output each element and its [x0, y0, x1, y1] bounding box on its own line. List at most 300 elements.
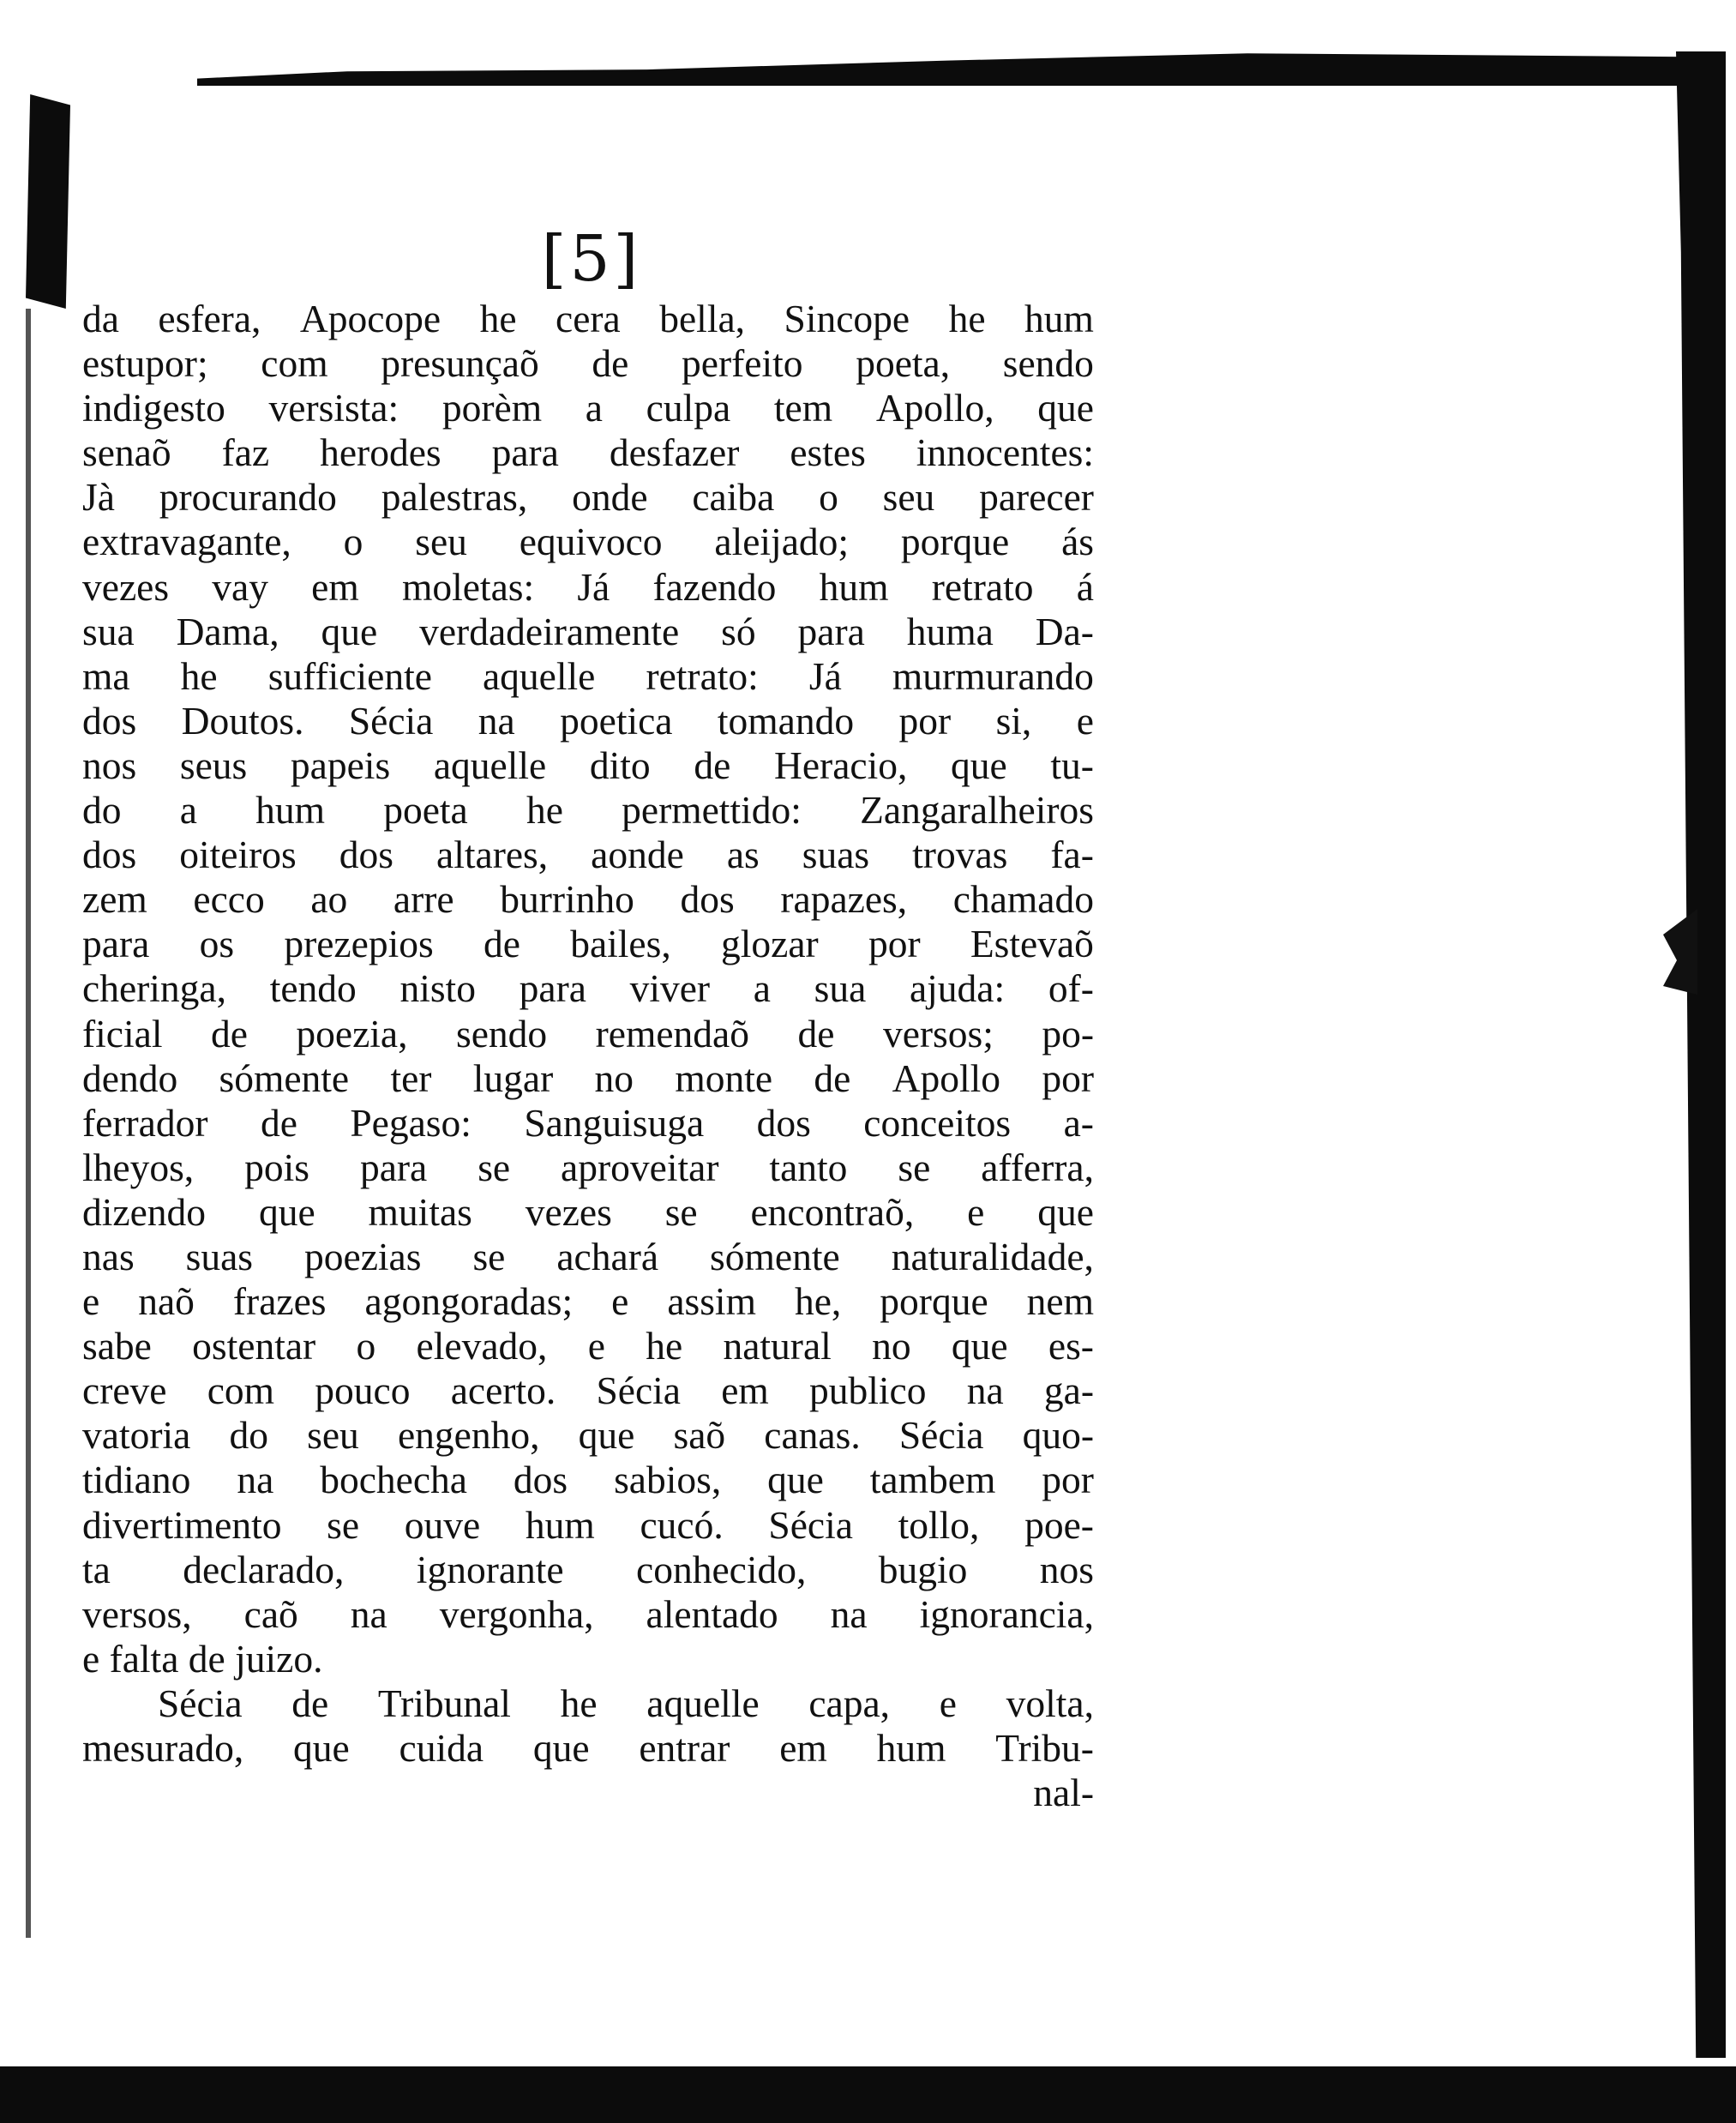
text-line [82, 743, 1094, 788]
word: suas [185, 1234, 254, 1278]
word: que [321, 609, 378, 653]
word: por [1042, 1055, 1094, 1100]
word: de [694, 743, 731, 787]
word: dos [513, 1458, 568, 1502]
word: ferrador [82, 1100, 208, 1145]
text-line [82, 654, 1094, 699]
text-line [82, 1413, 1094, 1458]
word: Sécia [768, 1502, 853, 1547]
word: o [819, 475, 838, 520]
word: em [779, 1726, 827, 1770]
word: hum [876, 1726, 946, 1770]
word: conceitos [863, 1100, 1012, 1145]
word: cuida [399, 1726, 484, 1770]
word: poeta, [856, 341, 951, 386]
word: seu [882, 475, 935, 520]
text-line [82, 297, 1094, 341]
word: he [948, 297, 986, 340]
word: innocentes: [916, 430, 1094, 475]
text-line [82, 922, 1094, 966]
word: tidiano [82, 1458, 191, 1502]
word: tu- [1050, 743, 1094, 787]
scan-border-bottom [0, 2066, 1736, 2123]
word: na [478, 698, 515, 743]
word: tem [773, 386, 833, 430]
word: tanto [769, 1145, 848, 1189]
word: ecco [193, 877, 265, 922]
text-line [82, 341, 1094, 386]
word: sua [82, 609, 135, 653]
word: Já [577, 564, 610, 609]
word: bella, [659, 297, 746, 340]
word: dos [339, 833, 393, 877]
word: verdadeiramente [419, 609, 680, 653]
word: sómente [710, 1234, 840, 1278]
text-line [82, 1458, 1094, 1502]
word: só [721, 609, 756, 653]
word: hum [819, 564, 889, 609]
text-line [82, 966, 1094, 1011]
word: Apollo [892, 1055, 1001, 1100]
word: vezes [82, 564, 170, 609]
word: a [179, 788, 197, 833]
word: nos [82, 743, 137, 787]
word: senaõ [82, 430, 171, 475]
word: Apollo, [875, 386, 994, 430]
word: creve [82, 1368, 167, 1413]
word: aonde [591, 833, 684, 877]
word: ta [82, 1547, 111, 1591]
word: presunçaõ [381, 341, 539, 386]
word: alentado [646, 1591, 778, 1636]
word: naõ [138, 1279, 195, 1324]
page-body-text [82, 297, 1094, 1815]
text-line [82, 1726, 1094, 1771]
word: a [753, 966, 771, 1011]
word: remendaõ [595, 1011, 750, 1055]
word: estupor; [82, 341, 208, 386]
word: para [359, 1145, 428, 1189]
catchword: nal- [1033, 1771, 1094, 1815]
text-line [82, 1190, 1094, 1235]
word: monte [675, 1055, 773, 1100]
text-line [82, 1012, 1094, 1056]
word: poezias [304, 1234, 422, 1278]
word: pouco [315, 1368, 411, 1413]
word: que [1037, 386, 1094, 430]
word: zem [82, 877, 147, 922]
word: cucó. [640, 1502, 724, 1547]
word: ficial [82, 1011, 163, 1055]
word: ga- [1043, 1368, 1094, 1413]
word: por [1042, 1458, 1094, 1502]
word: que [578, 1413, 635, 1458]
word: assim [667, 1279, 756, 1324]
text-line [82, 1548, 1094, 1592]
word: conhecido, [636, 1547, 807, 1591]
word: Sécia [596, 1368, 681, 1413]
text-line [82, 788, 1094, 833]
word: para [797, 609, 865, 653]
word: dos [82, 698, 137, 743]
word: por [868, 922, 921, 966]
word: ignorancia, [919, 1591, 1094, 1636]
word: por [898, 698, 952, 743]
word: Estevaõ [970, 922, 1094, 966]
word: he, [794, 1279, 842, 1324]
word: prezepios [284, 922, 434, 966]
word: Tribu- [995, 1726, 1094, 1770]
word: papeis [290, 743, 391, 787]
word: que [1037, 1189, 1094, 1234]
word: of- [1048, 966, 1094, 1011]
word: para [82, 922, 150, 966]
word: o [356, 1324, 376, 1368]
text-line [82, 877, 1094, 922]
text-line [82, 565, 1094, 610]
word: suas [802, 833, 870, 877]
word: as [726, 833, 760, 877]
word: tomando [717, 698, 855, 743]
word: para [491, 430, 559, 475]
word: e [611, 1279, 629, 1324]
word: culpa [646, 386, 731, 430]
word: que [951, 1324, 1008, 1368]
word: sabe [82, 1324, 152, 1368]
text-line [82, 386, 1094, 430]
word: na [966, 1368, 1004, 1413]
word: po- [1042, 1011, 1094, 1055]
word: no [872, 1324, 911, 1368]
text-line [82, 1503, 1094, 1548]
word: naturalidade, [891, 1234, 1094, 1278]
word: nas [82, 1234, 135, 1278]
word: sendo [1002, 341, 1094, 386]
text-line [82, 610, 1094, 654]
word: na [237, 1458, 274, 1502]
word: e [587, 1324, 605, 1368]
word: tambem [869, 1458, 996, 1502]
word: Jà [82, 475, 115, 520]
word: ouve [404, 1502, 481, 1547]
word: sómente [219, 1055, 350, 1100]
word: os [199, 922, 235, 966]
word: seu [415, 520, 467, 564]
word: pois [244, 1145, 309, 1189]
text-line [82, 520, 1094, 564]
word: tollo, [898, 1502, 980, 1547]
word: em [311, 564, 359, 609]
scan-border-top [197, 50, 1697, 86]
word: fazendo [652, 564, 777, 609]
word: e [82, 1279, 100, 1324]
word: lheyos, [82, 1145, 195, 1189]
word: aproveitar [561, 1145, 719, 1189]
word: muitas [368, 1189, 472, 1234]
word: e [967, 1189, 985, 1234]
text-line [82, 1101, 1094, 1146]
word: sendo [455, 1011, 548, 1055]
word: Sanguisuga [524, 1100, 705, 1145]
word: encontraõ, [750, 1189, 915, 1234]
word: he [560, 1681, 598, 1725]
word: chamado [952, 877, 1094, 922]
word: capa, [808, 1681, 891, 1725]
word: herodes [320, 430, 442, 475]
text-line [82, 1324, 1094, 1368]
word: caiba [692, 475, 775, 520]
word: vergonha, [439, 1591, 594, 1636]
word: em [721, 1368, 769, 1413]
word: Já [808, 653, 842, 698]
text-line [82, 1056, 1094, 1101]
word: de [483, 922, 520, 966]
word: Sécia [348, 698, 434, 743]
word: de [797, 1011, 835, 1055]
word: esfera, [158, 297, 261, 340]
word: procurando [159, 475, 337, 520]
word: Sécia [158, 1681, 243, 1725]
word: declarado, [183, 1547, 345, 1591]
text-line [82, 1279, 1094, 1324]
word: que [532, 1726, 590, 1770]
word: canas. [764, 1413, 861, 1458]
word: divertimento [82, 1502, 282, 1547]
text-line [82, 833, 1094, 877]
word: oiteiros [179, 833, 297, 877]
word: de [814, 1055, 851, 1100]
word: na [830, 1591, 868, 1636]
word: entrar [639, 1726, 730, 1770]
word: versos; [882, 1011, 994, 1055]
word: cheringa, [82, 966, 227, 1011]
word: frazes [232, 1279, 327, 1324]
word: palestras, [381, 475, 528, 520]
word: bochecha [320, 1458, 467, 1502]
word: vay [212, 564, 268, 609]
word: aleijado; [714, 520, 850, 564]
word: agongoradas; [364, 1279, 574, 1324]
word: seus [179, 743, 248, 787]
word: trovas [912, 833, 1008, 877]
word: altares, [436, 833, 549, 877]
word: aquelle [646, 1681, 760, 1725]
word: Zangaralheiros [860, 788, 1094, 833]
word: o [343, 520, 363, 564]
word: Heracio, [773, 743, 908, 787]
word: publico [809, 1368, 927, 1413]
word: vatoria [82, 1413, 191, 1458]
word: ao [310, 877, 348, 922]
word: vezes [525, 1189, 612, 1234]
scan-damage-mark [1663, 909, 1697, 995]
word: permettido: [622, 788, 802, 833]
paragraph-start-line [82, 1681, 1094, 1726]
word: parecer [979, 475, 1094, 520]
word: afferra, [981, 1145, 1094, 1189]
word: hum [1024, 297, 1094, 340]
word: que [258, 1189, 315, 1234]
word: do [82, 788, 122, 833]
word: faz [221, 430, 270, 475]
word: porèm [442, 386, 543, 430]
word: Tribunal [377, 1681, 511, 1725]
word: extravagante, [82, 520, 291, 564]
word: se [478, 1145, 511, 1189]
word: Dama, [176, 609, 279, 653]
text-line [82, 1368, 1094, 1413]
word: nem [1026, 1279, 1094, 1324]
word: para [519, 966, 586, 1011]
word: com [207, 1368, 275, 1413]
word: natural [723, 1324, 832, 1368]
word: caõ [243, 1591, 298, 1636]
word: que [293, 1726, 350, 1770]
word: Sécia [898, 1413, 984, 1458]
word: aquelle [482, 653, 596, 698]
word: ostentar [192, 1324, 316, 1368]
word: moletas: [401, 564, 535, 609]
word: sufficiente [267, 653, 432, 698]
word: desfazer [609, 430, 740, 475]
word: he [479, 297, 517, 340]
scan-border-right [1676, 51, 1726, 2058]
word: porque [880, 1279, 988, 1324]
word: poezia, [296, 1011, 408, 1055]
word: do [229, 1413, 268, 1458]
word: huma [906, 609, 994, 653]
text-line [82, 1146, 1094, 1190]
word: cera [556, 297, 621, 340]
text-line [82, 699, 1094, 743]
word: elevado, [416, 1324, 548, 1368]
word: nisto [399, 966, 476, 1011]
word: porque [900, 520, 1010, 564]
word: onde [572, 475, 648, 520]
word: arre [393, 877, 454, 922]
text-line [82, 1592, 1094, 1637]
word: Pegaso: [350, 1100, 472, 1145]
word: e [939, 1681, 957, 1725]
word: he [180, 653, 218, 698]
word: glozar [720, 922, 819, 966]
word: dendo [82, 1055, 178, 1100]
word: equivoco [519, 520, 663, 564]
word: dizendo [82, 1189, 207, 1234]
word: poe- [1024, 1502, 1094, 1547]
word: aquelle [433, 743, 547, 787]
word: Doutos. [181, 698, 304, 743]
word: hum [525, 1502, 595, 1547]
word: poeta [383, 788, 468, 833]
scan-border-left-thin [26, 309, 31, 1938]
word: tendo [269, 966, 357, 1011]
word: ma [82, 653, 130, 698]
text-line [82, 1235, 1094, 1279]
word: nos [1039, 1547, 1094, 1591]
word: viver [629, 966, 711, 1011]
word: lugar [472, 1055, 554, 1100]
text-line [82, 475, 1094, 520]
word: se [327, 1502, 360, 1547]
word: dos [82, 833, 137, 877]
word: de [260, 1100, 297, 1145]
word: na [350, 1591, 387, 1636]
word: dos [756, 1100, 811, 1145]
word: Da- [1035, 609, 1094, 653]
text-line: e falta de juizo. [82, 1636, 323, 1681]
word: dito [589, 743, 651, 787]
word: se [664, 1189, 698, 1234]
word: ajuda: [909, 966, 1006, 1011]
word: perfeito [682, 341, 803, 386]
word: Sincope [784, 297, 910, 340]
word: no [594, 1055, 634, 1100]
word: dos [680, 877, 735, 922]
word: quo- [1022, 1413, 1094, 1458]
word: indigesto [82, 386, 225, 430]
word: volta, [1006, 1681, 1094, 1725]
word: de [291, 1681, 329, 1725]
text-line [82, 430, 1094, 475]
word: com [261, 341, 328, 386]
word: he [526, 788, 563, 833]
word: Apocope [299, 297, 442, 340]
word: retrato [931, 564, 1034, 609]
word: saõ [673, 1413, 726, 1458]
word: ignorante [416, 1547, 564, 1591]
word: ter [390, 1055, 432, 1100]
word: engenho, [397, 1413, 540, 1458]
word: de [592, 341, 629, 386]
word: da [82, 297, 119, 340]
page-number: [5] [541, 222, 642, 296]
word: es- [1048, 1324, 1094, 1368]
word: versos, [82, 1591, 192, 1636]
word: bugio [878, 1547, 968, 1591]
word: si, [995, 698, 1032, 743]
word: rapazes, [780, 877, 908, 922]
word: se [898, 1145, 931, 1189]
word: achará [556, 1234, 659, 1278]
scan-border-left [26, 94, 70, 309]
word: retrato: [646, 653, 759, 698]
word: que [951, 743, 1007, 787]
word: hum [255, 788, 326, 833]
word: estes [790, 430, 866, 475]
word: versista: [268, 386, 399, 430]
word: e [1076, 698, 1094, 743]
word: que [767, 1458, 824, 1502]
word: a [585, 386, 603, 430]
word: bailes, [570, 922, 671, 966]
word: de [210, 1011, 248, 1055]
word: acerto. [450, 1368, 556, 1413]
word: seu [307, 1413, 359, 1458]
word: poetica [560, 698, 673, 743]
word: se [472, 1234, 506, 1278]
word: murmurando [892, 653, 1094, 698]
word: sabios, [614, 1458, 722, 1502]
word: mesurado, [82, 1726, 244, 1770]
word: he [646, 1324, 683, 1368]
word: á [1076, 564, 1094, 609]
word: sua [814, 966, 867, 1011]
word: fa- [1050, 833, 1094, 877]
word: a- [1063, 1100, 1094, 1145]
word: burrinho [500, 877, 634, 922]
word: ás [1061, 520, 1094, 564]
